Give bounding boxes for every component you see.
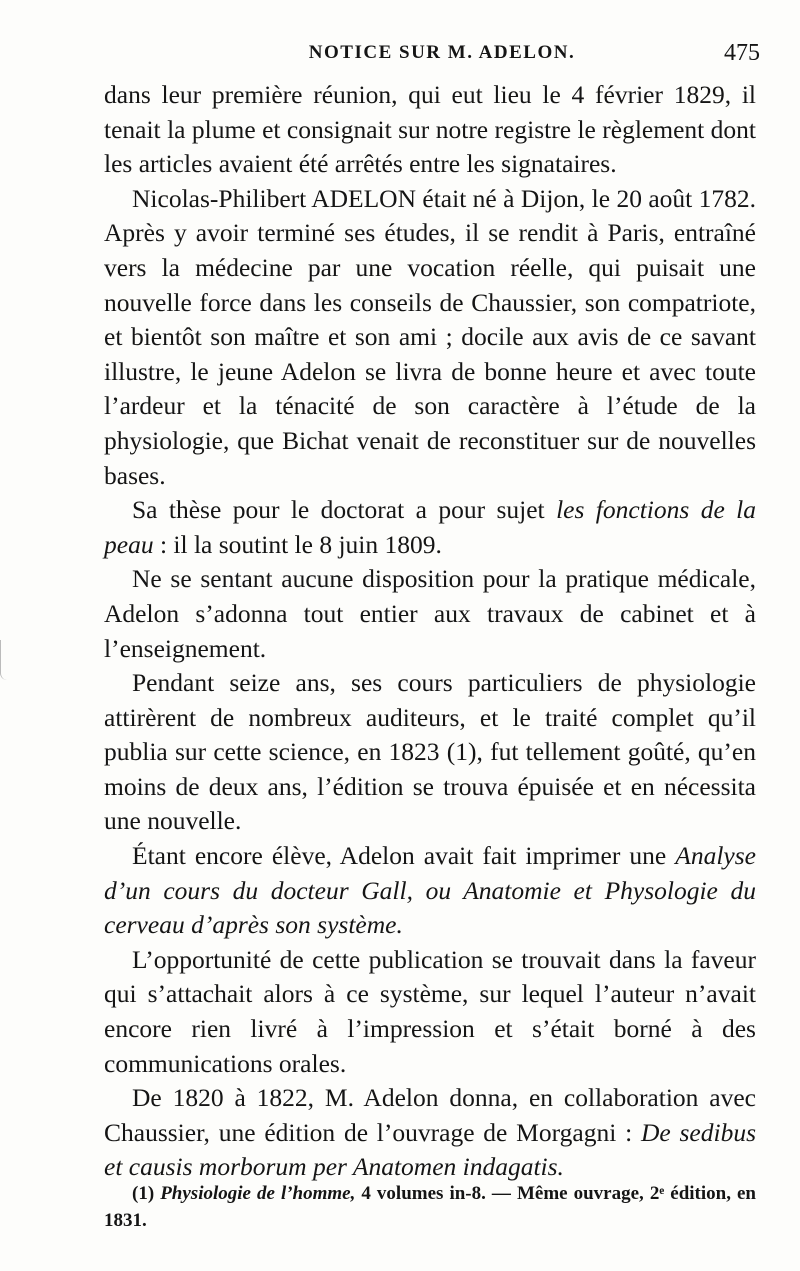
paragraph-7: L’opportunité de cette publication se trouvait dans la faveur qui s’attachait alors à ce système, sur lequel l’auteur n’avait encore rien livré à l’impression et s’était borné à des communications orales.: [104, 944, 756, 1078]
paragraph-3-text-a: Sa thèse pour le doctorat a pour sujet: [132, 495, 545, 525]
paragraph-8: [104, 1081, 756, 1185]
running-title: NOTICE SUR M. ADELON.: [308, 42, 576, 63]
footnote-marker: (1): [132, 1183, 155, 1204]
page-number: 475: [724, 40, 760, 66]
margin-mark: [0, 640, 7, 680]
paragraph-6: [104, 839, 756, 943]
paragraph-5: Pendant seize ans, ses cours particuliers de physiologie attirèrent de nombreux auditeurs, et le traité complet qu’il publia sur cette science, en 1823 (1), fut tellement goûté, qu’en moins de deux ans, l’édition se trouva épuisée et en nécessita une nouvelle.: [104, 668, 756, 836]
paragraph-8-text-a: De 1820 à 1822, M. Adelon donna, en collaboration avec Chaussier, une édition de l’ouvrage de Morgagni :: [104, 1083, 756, 1147]
paragraph-4: Ne se sentant aucune disposition pour la pratique médicale, Adelon s’adonna tout entier aux travaux de cabinet et à l’enseignement.: [104, 564, 756, 663]
paragraph-6-text-a: Étant encore élève, Adelon avait fait imprimer une: [132, 841, 667, 871]
paragraph-1: dans leur première réunion, qui eut lieu le 4 février 1829, il tenait la plume et consignait sur notre registre le règlement dont les articles avaient été arrêtés entre les signataires.: [104, 80, 756, 179]
analyse-title: Analyse d’un cours du docteur Gall, ou Anatomie et Physologie du cerveau d’après son système.: [104, 841, 756, 940]
footnote: [104, 1180, 756, 1234]
paragraph-2: Nicolas-Philibert ADELON était né à Dijon, le 20 août 1782. Après y avoir terminé ses études, il se rendit à Paris, entraîné vers la médecine par une vocation réelle, qui puisait une nouvelle force dans les conseils de Chaussier, son compatriote, et bientôt son maître et son ami ; docile aux avis de ce savant illustre, le jeune Adelon se livra de bonne heure et avec toute l’ardeur et la ténacité de son caractère à l’étude de la physiologie, que Bichat venait de reconstituer sur de nouvelles bases.: [104, 183, 756, 490]
morgagni-title: De sedibus et causis morborum per Anatomen indagatis.: [104, 1117, 756, 1182]
paragraph-3-text-b: : il la soutint le 8 juin 1809.: [159, 529, 442, 559]
running-head: [104, 38, 760, 78]
paragraph-3: [104, 493, 756, 562]
thesis-title: les fonctions de la peau: [104, 495, 757, 559]
body-text: [104, 78, 756, 1185]
footnote-text: 4 volumes in-8. — Même ouvrage, 2ᵉ édition, en 1831.: [104, 1183, 756, 1231]
footnote-title: Physiologie de l’homme,: [160, 1183, 356, 1204]
